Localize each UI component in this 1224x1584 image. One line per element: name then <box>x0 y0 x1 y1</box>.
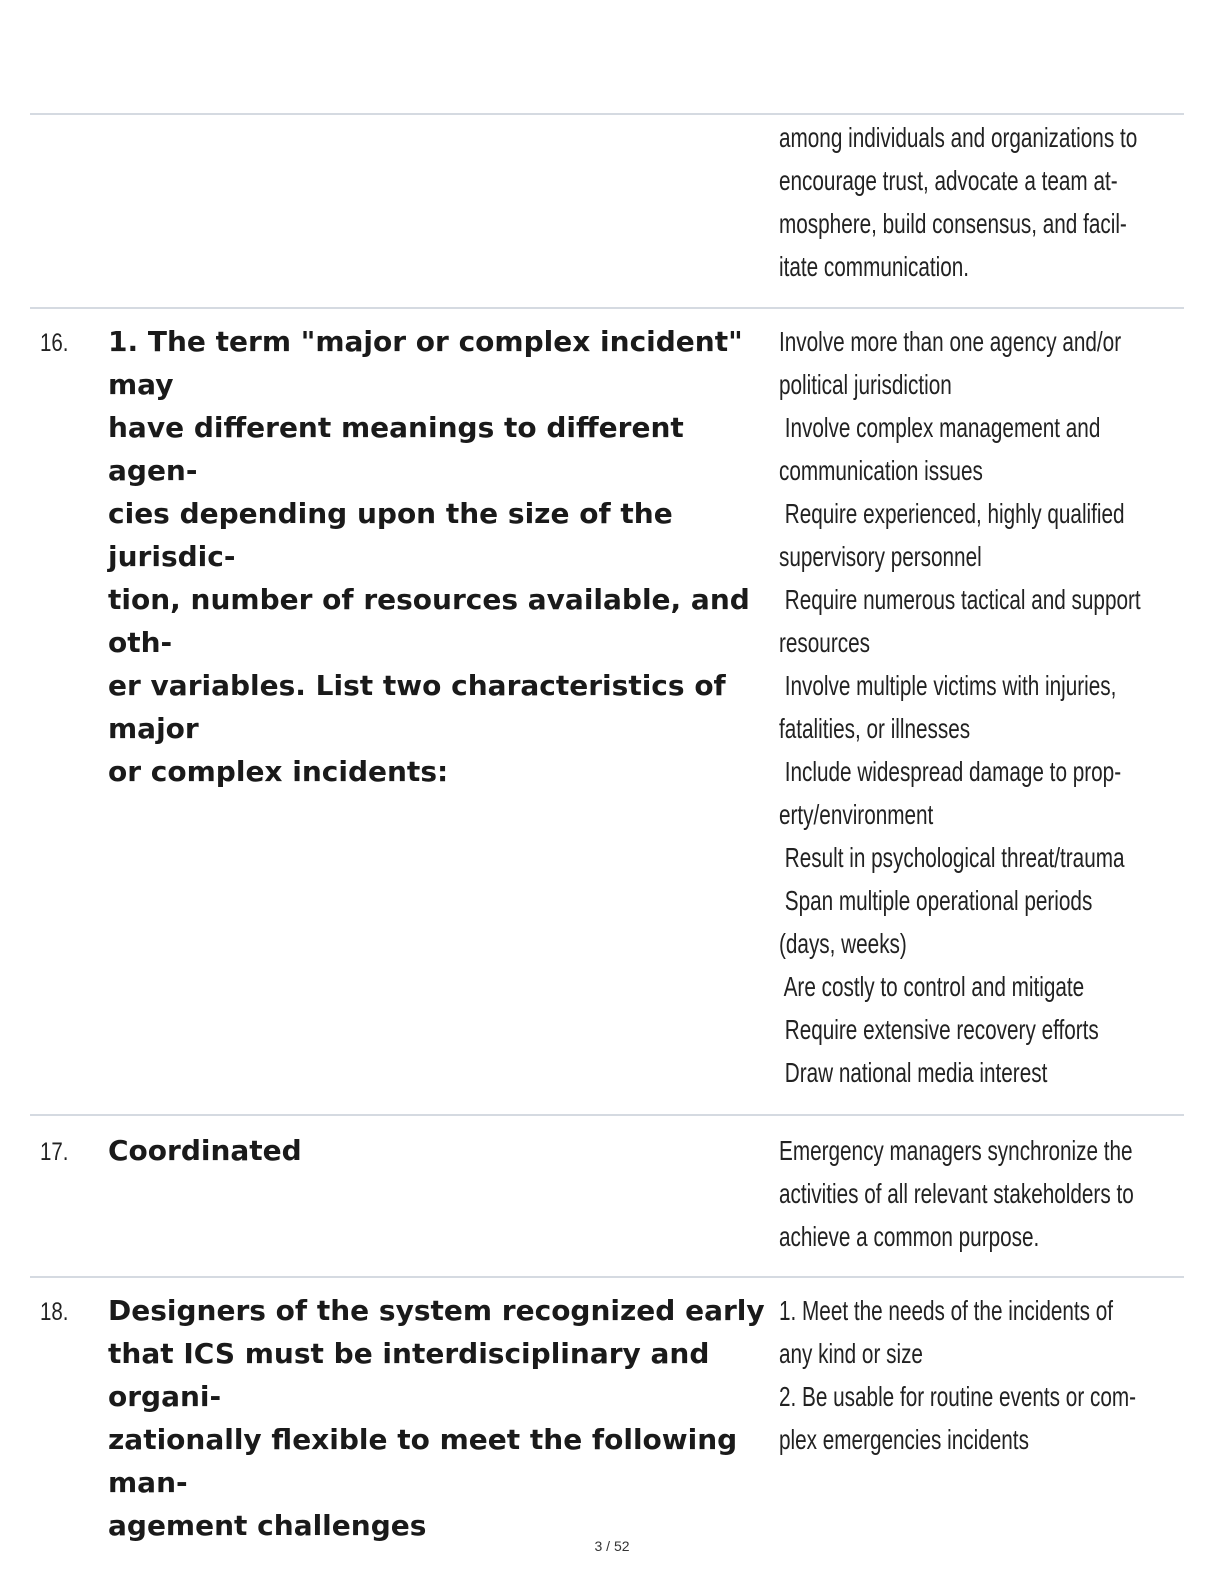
term-cell <box>108 1129 778 1172</box>
definition-line: (days, weeks) <box>779 928 907 959</box>
row-divider-16 <box>30 307 1184 309</box>
definition-cell <box>779 320 1193 1094</box>
definition-line: 1. Meet the needs of the incidents of <box>779 1295 1114 1326</box>
definition-line: mosphere, build consensus, and facil- <box>779 208 1127 239</box>
term-line: have different meanings to different agen- <box>108 411 684 487</box>
row-divider-top <box>30 113 1184 115</box>
definition-line: any kind or size <box>779 1338 923 1369</box>
definition-line: resources <box>779 627 870 658</box>
definition-line: Are costly to control and mitigate <box>779 971 1085 1002</box>
definition-line: Require extensive recovery efforts <box>779 1014 1099 1045</box>
term-cell <box>108 1289 778 1547</box>
definition-line: political jurisdiction <box>779 369 952 400</box>
definition-line: Emergency managers synchronize the <box>779 1135 1133 1166</box>
definition-line: erty/environment <box>779 799 934 830</box>
term-line: er variables. List two characteristics of major <box>108 669 726 745</box>
definition-cell <box>779 1129 1193 1258</box>
definition-line: communication issues <box>779 455 983 486</box>
definition-line: 2. Be usable for routine events or com- <box>779 1381 1137 1412</box>
definition-line: Draw national media interest <box>779 1057 1048 1088</box>
definition-line: supervisory personnel <box>779 541 982 572</box>
definition-line: Span multiple operational periods <box>779 885 1093 916</box>
definition-line: activities of all relevant stakeholders to <box>779 1178 1134 1209</box>
definition-line: plex emergencies incidents <box>779 1424 1029 1455</box>
definition-line: Involve complex management and <box>779 412 1101 443</box>
term-line: or complex incidents: <box>108 755 449 788</box>
term-line: Coordinated <box>108 1134 302 1167</box>
definition-line: Result in psychological threat/trauma <box>779 842 1125 873</box>
row-divider-17 <box>30 1114 1184 1116</box>
definition-line: Involve multiple victims with injuries, <box>779 670 1117 701</box>
definition-line: encourage trust, advocate a team at- <box>779 165 1118 196</box>
definition-line: itate communication. <box>779 251 970 282</box>
term-line: agement challenges <box>108 1509 427 1542</box>
row-number: 18. <box>40 1298 69 1326</box>
definition-cell <box>779 116 1193 288</box>
term-line: cies depending upon the size of the jurisdic- <box>108 497 673 573</box>
definition-line: among individuals and organizations to <box>779 122 1138 153</box>
definition-line: Require experienced, highly qualified <box>779 498 1125 529</box>
term-line: tion, number of resources available, and oth- <box>108 583 750 659</box>
definition-line: fatalities, or illnesses <box>779 713 971 744</box>
definition-line: Require numerous tactical and support <box>779 584 1141 615</box>
definition-line: Involve more than one agency and/or <box>779 326 1122 357</box>
definition-cell <box>779 1289 1193 1461</box>
term-cell <box>108 320 778 793</box>
term-line: that ICS must be interdisciplinary and organi- <box>108 1337 710 1413</box>
term-line: zationally flexible to meet the following man- <box>108 1423 738 1499</box>
definition-line: achieve a common purpose. <box>779 1221 1040 1252</box>
term-line: Designers of the system recognized early <box>108 1294 765 1327</box>
definition-line: Include widespread damage to prop- <box>779 756 1122 787</box>
row-number: 17. <box>40 1138 69 1166</box>
page-indicator: 3 / 52 <box>594 1538 630 1554</box>
term-line: 1. The term "major or complex incident" may <box>108 325 743 401</box>
row-divider-18 <box>30 1276 1184 1278</box>
row-number: 16. <box>40 329 69 357</box>
